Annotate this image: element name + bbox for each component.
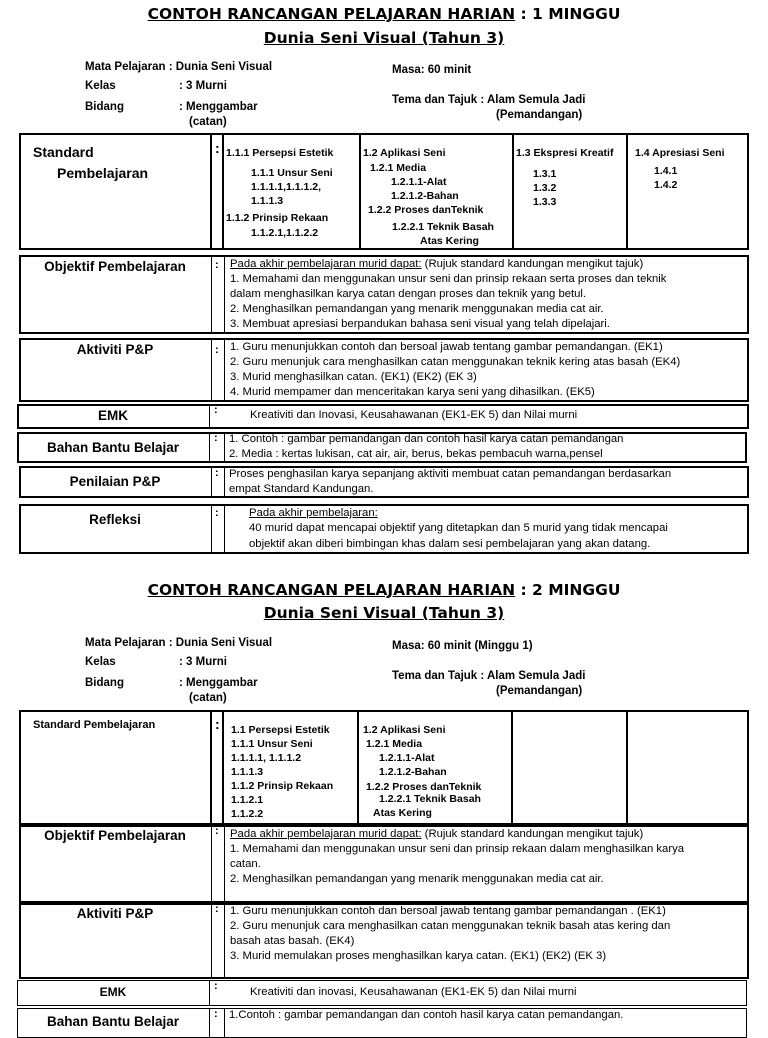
page-subtitle-2: Dunia Seni Visual (Tahun 3) <box>263 604 505 622</box>
colon: : <box>215 259 219 271</box>
divider <box>224 338 225 402</box>
aktiviti-line: 1. Guru menunjukkan contoh dan bersoal jawab tentang gambar pemandangan . (EK1) <box>230 905 666 917</box>
standard-col2-line: 1.2.2 Proses danTeknik <box>366 781 482 793</box>
standard-col3-line: 1.3.3 <box>533 196 557 208</box>
aktiviti-label-1: Aktiviti P&P <box>76 342 154 357</box>
divider <box>211 825 212 903</box>
refleksi-line: 40 murid dapat mencapai objektif yang ditetapkan dan 5 murid yang tidak mencapai <box>249 522 668 534</box>
standard-label-1: Standard <box>33 144 94 160</box>
objektif-label-1: Objektif Pembelajaran <box>44 259 186 274</box>
standard-col1-line: 1.1.2.1,1.1.2.2 <box>251 227 319 239</box>
standard-col2-line: 1.2.1 Media <box>366 738 423 750</box>
standard-col1-line: 1.1 Persepsi Estetik <box>231 724 330 736</box>
divider <box>210 133 212 250</box>
meta-tema: Tema dan Tajuk : Alam Semula Jadi <box>392 670 586 682</box>
divider <box>211 466 212 498</box>
divider <box>209 432 210 463</box>
standard-col2-line: 1.2.1.1-Alat <box>379 752 435 764</box>
standard-col1-line: 1.1.2.2 <box>231 808 264 820</box>
objektif-line: 2. Menghasilkan pemandangan yang menarik menggunakan media cat air. <box>230 873 604 885</box>
colon: : <box>215 467 219 479</box>
standard-col2-line: 1.2.1 Media <box>370 162 427 174</box>
colon: : <box>214 1008 218 1020</box>
bahan-line: 1.Contoh : gambar pemandangan dan contoh hasil karya catan pemandangan. <box>229 1009 624 1021</box>
meta-kelas-label: Kelas <box>85 80 116 92</box>
aktiviti-line: 1. Guru menunjukkan contoh dan bersoal jawab tentang gambar pemandangan. (EK1) <box>230 341 663 353</box>
colon: : <box>215 507 219 519</box>
meta-bidang-value: : Menggambar <box>179 677 258 689</box>
standard-col2-line: 1.2.2 Proses danTeknik <box>368 204 484 216</box>
meta-bidang-value2: (catan) <box>189 116 227 128</box>
divider <box>209 980 210 1006</box>
divider <box>511 710 513 825</box>
aktiviti-label-2: Aktiviti P&P <box>76 906 154 921</box>
objektif-line: 1. Memahami dan menggunakan unsur seni dan prinsip rekaan dalam menghasilkan karya <box>230 843 685 855</box>
divider <box>209 404 210 429</box>
divider <box>224 255 225 334</box>
meta-masa: Masa: 60 minit (Minggu 1) <box>392 640 533 652</box>
meta-mata-pelajaran: Mata Pelajaran : Dunia Seni Visual <box>85 61 273 73</box>
divider <box>222 133 224 250</box>
divider <box>224 466 225 498</box>
emk-text-2: Kreativiti dan inovasi, Keusahawanan (EK1-EK 5) dan Nilai murni <box>250 986 577 998</box>
aktiviti-line: 2. Guru menunjuk cara menghasilkan catan menggunakan teknik basah atas kering dan <box>230 920 671 932</box>
standard-col4-line: 1.4.2 <box>654 179 678 191</box>
objektif-line: catan. <box>230 858 261 870</box>
bahan-line: 1. Contoh : gambar pemandangan dan contoh hasil karya catan pemandangan <box>229 433 624 445</box>
colon: : <box>214 980 218 992</box>
meta-tema: Tema dan Tajuk : Alam Semula Jadi <box>392 94 586 106</box>
aktiviti-line: basah atas basah. (EK4) <box>230 935 355 947</box>
divider <box>209 1008 210 1038</box>
bahan-line: 2. Media : kertas lukisan, cat air, air, berus, bekas pembacuh warna,pensel <box>229 448 603 460</box>
aktiviti-line: 4. Murid mempamer dan menceritakan karya seni yang dihasilkan. (EK5) <box>230 386 595 398</box>
standard-col2-line: 1.2 Aplikasi Seni <box>363 724 446 736</box>
standard-col3-line: 1.3 Ekspresi Kreatif <box>516 147 614 159</box>
objektif-line: dalam menghasilkan karya catan dengan proses dan teknik yang betul. <box>230 288 587 300</box>
penilaian-line: Proses penghasilan karya sepanjang aktiviti membuat catan pemandangan berdasarkan <box>229 468 672 480</box>
standard-col1-line: 1.1.1 Persepsi Estetik <box>226 147 334 159</box>
standard-col1-line: 1.1.1 Unsur Seni <box>251 167 333 179</box>
colon: : <box>215 716 220 732</box>
divider <box>211 255 212 334</box>
divider <box>224 504 225 554</box>
standard-col1-line: 1.1.2.1 <box>231 794 264 806</box>
standard-col4-line: 1.4 Apresiasi Seni <box>635 147 725 159</box>
colon: : <box>215 140 220 156</box>
standard-col1-line: 1.1.2 Prinsip Rekaan <box>226 212 329 224</box>
aktiviti-line: 2. Guru menunjuk cara menghasilkan catan menggunakan teknik kering atas basah (EK4) <box>230 356 681 368</box>
objektif-intro-1: Pada akhir pembelajaran murid dapat: (Rujuk standard kandungan mengikut tajuk) <box>230 258 644 270</box>
page-title-2: CONTOH RANCANGAN PELAJARAN HARIAN : 2 MINGGU <box>147 581 621 599</box>
divider <box>224 1008 225 1038</box>
colon: : <box>214 432 218 444</box>
objektif-line: 2. Menghasilkan pemandangan yang menarik menggunakan media cat air. <box>230 303 604 315</box>
meta-tema2: (Pemandangan) <box>496 109 583 121</box>
meta-mata-pelajaran: Mata Pelajaran : Dunia Seni Visual <box>85 637 273 649</box>
divider <box>512 133 514 250</box>
standard-col2-line: 1.2.2.1 Teknik Basah <box>392 221 494 233</box>
bahan-label-1: Bahan Bantu Belajar <box>46 440 180 455</box>
standard-col2-line: 1.2.1.1-Alat <box>391 176 447 188</box>
bahan-label-2: Bahan Bantu Belajar <box>46 1014 180 1029</box>
emk-label-2: EMK <box>99 985 127 999</box>
divider <box>626 710 628 825</box>
standard-col1-line: 1.1.1.3 <box>231 766 264 778</box>
meta-bidang-value: : Menggambar <box>179 101 258 113</box>
meta-kelas-value: : 3 Murni <box>179 656 227 668</box>
colon: : <box>215 825 219 837</box>
page-subtitle-1: Dunia Seni Visual (Tahun 3) <box>263 29 505 47</box>
divider <box>224 825 225 903</box>
meta-tema2: (Pemandangan) <box>496 685 583 697</box>
divider <box>211 338 212 402</box>
page-title-1: CONTOH RANCANGAN PELAJARAN HARIAN : 1 MINGGU <box>147 5 621 23</box>
divider <box>224 903 225 979</box>
standard-col2-line: 1.2 Aplikasi Seni <box>363 147 446 159</box>
divider <box>224 432 225 463</box>
meta-bidang-label: Bidang <box>85 101 124 113</box>
refleksi-intro-1: Pada akhir pembelajaran: <box>249 507 378 519</box>
colon: : <box>215 344 219 356</box>
meta-bidang-value2: (catan) <box>189 692 227 704</box>
standard-col2-line: 1.2.1.2-Bahan <box>391 190 459 202</box>
objektif-label-2: Objektif Pembelajaran <box>44 828 186 843</box>
divider <box>626 133 628 250</box>
standard-col2-line: 1.2.1.2-Bahan <box>379 766 447 778</box>
divider <box>211 504 212 554</box>
emk-label-1: EMK <box>98 408 128 423</box>
aktiviti-line: 3. Murid menghasilkan catan. (EK1) (EK2) (EK 3) <box>230 371 477 383</box>
standard-col3-line: 1.3.1 <box>533 168 557 180</box>
meta-bidang-label: Bidang <box>85 677 124 689</box>
objektif-line: 3. Membuat apresiasi berpandukan bahasa seni visual yang telah dipelajari. <box>230 318 610 330</box>
standard-col4-line: 1.4.1 <box>654 165 678 177</box>
penilaian-label-1: Penilaian P&P <box>69 474 161 489</box>
divider <box>222 710 224 825</box>
divider <box>211 903 212 979</box>
standard-col1-line: 1.1.1.1,1.1.1.2, <box>251 181 322 193</box>
meta-kelas-value: : 3 Murni <box>179 80 227 92</box>
standard-col3-line: 1.3.2 <box>533 182 557 194</box>
divider <box>210 710 212 825</box>
standard-label-2: Pembelajaran <box>57 165 149 181</box>
meta-kelas-label: Kelas <box>85 656 116 668</box>
standard-col1-line: 1.1.1.3 <box>251 195 284 207</box>
refleksi-line: objektif akan diberi bimbingan khas dalam sesi pembelajaran yang akan datang. <box>249 538 651 550</box>
standard-col2-line: Atas Kering <box>420 235 479 247</box>
meta-masa: Masa: 60 minit <box>392 64 472 76</box>
objektif-intro-2: Pada akhir pembelajaran murid dapat: (Rujuk standard kandungan mengikut tajuk) <box>230 828 644 840</box>
divider <box>357 710 359 825</box>
standard-label-2: Standard Pembelajaran <box>33 719 156 731</box>
emk-text-1: Kreativiti dan Inovasi, Keusahawanan (EK1-EK 5) dan Nilai murni <box>250 409 578 421</box>
refleksi-label-1: Refleksi <box>89 512 141 527</box>
colon: : <box>215 903 219 915</box>
standard-col1-line: 1.1.1.1, 1.1.1.2 <box>231 752 302 764</box>
objektif-line: 1. Memahami dan menggunakan unsur seni dan prinsip rekaan serta proses dan teknik <box>230 273 667 285</box>
divider <box>359 133 361 250</box>
standard-col1-line: 1.1.1 Unsur Seni <box>231 738 313 750</box>
colon: : <box>214 404 218 416</box>
standard-col2-line: 1.2.2.1 Teknik Basah <box>379 793 481 805</box>
penilaian-line: empat Standard Kandungan. <box>229 483 374 495</box>
standard-col2-line: Atas Kering <box>373 807 432 819</box>
aktiviti-line: 3. Murid memulakan proses menghasilkan karya catan. (EK1) (EK2) (EK 3) <box>230 950 607 962</box>
standard-col1-line: 1.1.2 Prinsip Rekaan <box>231 780 334 792</box>
